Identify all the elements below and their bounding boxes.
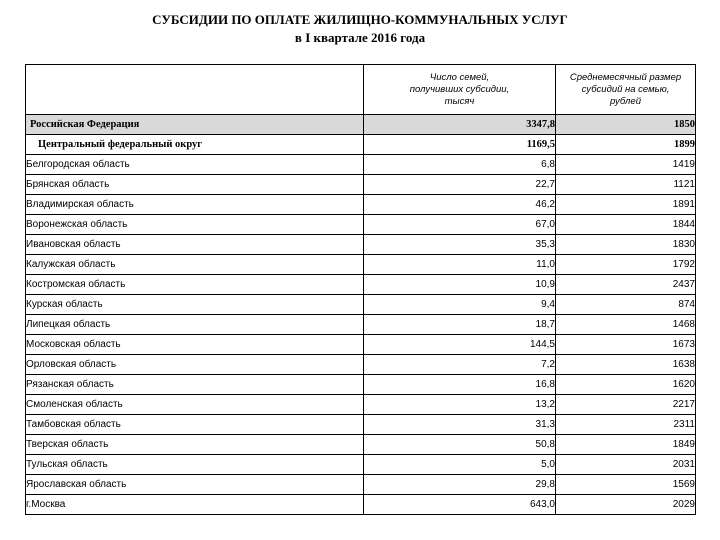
table-row — [26, 215, 696, 235]
average-subsidy-cell: 1891 — [556, 195, 696, 215]
average-subsidy-cell: 1419 — [556, 155, 696, 175]
families-count-cell: 9,4 — [364, 295, 556, 315]
table-body — [26, 115, 696, 515]
average-subsidy-cell: 2217 — [556, 395, 696, 415]
region-name-cell: Центральный федеральный округ — [26, 135, 364, 155]
average-subsidy-cell: 1620 — [556, 375, 696, 395]
families-count-cell: 643,0 — [364, 495, 556, 515]
table-row — [26, 295, 696, 315]
families-count-cell: 50,8 — [364, 435, 556, 455]
families-count-cell: 46,2 — [364, 195, 556, 215]
region-name-cell: Воронежская область — [26, 215, 364, 235]
families-count-cell: 1169,5 — [364, 135, 556, 155]
average-subsidy-cell: 2031 — [556, 455, 696, 475]
header-families — [364, 65, 556, 115]
region-name-cell: Тверская область — [26, 435, 364, 455]
region-name-cell: Смоленская область — [26, 395, 364, 415]
region-name-cell: Российская Федерация — [26, 115, 364, 135]
average-subsidy-cell: 2029 — [556, 495, 696, 515]
average-subsidy-cell: 1844 — [556, 215, 696, 235]
table-row — [26, 495, 696, 515]
header-average-line: рублей — [610, 95, 641, 107]
table-row — [26, 475, 696, 495]
header-families-line: тысяч — [444, 95, 475, 107]
table-row — [26, 355, 696, 375]
families-count-cell: 7,2 — [364, 355, 556, 375]
region-name-cell: Костромская область — [26, 275, 364, 295]
subsidies-table — [25, 64, 696, 515]
table-header-row — [26, 65, 696, 115]
families-count-cell: 22,7 — [364, 175, 556, 195]
average-subsidy-cell: 1673 — [556, 335, 696, 355]
header-families-line: Число семей, — [429, 71, 490, 83]
table-row — [26, 275, 696, 295]
region-name-cell: Тульская область — [26, 455, 364, 475]
table-row — [26, 315, 696, 335]
families-count-cell: 11,0 — [364, 255, 556, 275]
average-subsidy-cell: 874 — [556, 295, 696, 315]
region-name-cell: Ярославская область — [26, 475, 364, 495]
header-average — [556, 65, 696, 115]
region-name-cell: г.Москва — [26, 495, 364, 515]
region-name-cell: Московская область — [26, 335, 364, 355]
table-row — [26, 155, 696, 175]
table-row — [26, 375, 696, 395]
region-name-cell: Ивановская область — [26, 235, 364, 255]
families-count-cell: 10,9 — [364, 275, 556, 295]
families-count-cell: 67,0 — [364, 215, 556, 235]
page-title — [0, 11, 720, 47]
region-name-cell: Белгородская область — [26, 155, 364, 175]
header-region — [26, 65, 364, 115]
table-row — [26, 455, 696, 475]
region-name-cell: Рязанская область — [26, 375, 364, 395]
average-subsidy-cell: 1849 — [556, 435, 696, 455]
average-subsidy-cell: 1121 — [556, 175, 696, 195]
families-count-cell: 5,0 — [364, 455, 556, 475]
average-subsidy-cell: 1850 — [556, 115, 696, 135]
families-count-cell: 3347,8 — [364, 115, 556, 135]
region-name-cell: Тамбовская область — [26, 415, 364, 435]
table-row — [26, 435, 696, 455]
table-row — [26, 135, 696, 155]
region-name-cell: Брянская область — [26, 175, 364, 195]
average-subsidy-cell: 1792 — [556, 255, 696, 275]
header-average-line: субсидий на семью, — [581, 83, 670, 95]
header-families-line: получивших субсидии, — [409, 83, 510, 95]
table-row — [26, 235, 696, 255]
average-subsidy-cell: 2437 — [556, 275, 696, 295]
families-count-cell: 29,8 — [364, 475, 556, 495]
header-average-line: Среднемесячный размер — [569, 71, 682, 83]
families-count-cell: 13,2 — [364, 395, 556, 415]
region-name-cell: Калужская область — [26, 255, 364, 275]
average-subsidy-cell: 1638 — [556, 355, 696, 375]
average-subsidy-cell: 1569 — [556, 475, 696, 495]
table-row — [26, 335, 696, 355]
families-count-cell: 16,8 — [364, 375, 556, 395]
average-subsidy-cell: 1899 — [556, 135, 696, 155]
table-row — [26, 395, 696, 415]
families-count-cell: 144,5 — [364, 335, 556, 355]
families-count-cell: 35,3 — [364, 235, 556, 255]
title-line-2: в I квартале 2016 года — [294, 30, 426, 45]
region-name-cell: Орловская область — [26, 355, 364, 375]
average-subsidy-cell: 1830 — [556, 235, 696, 255]
families-count-cell: 31,3 — [364, 415, 556, 435]
region-name-cell: Липецкая область — [26, 315, 364, 335]
table-row — [26, 255, 696, 275]
average-subsidy-cell: 1468 — [556, 315, 696, 335]
table-row — [26, 115, 696, 135]
families-count-cell: 18,7 — [364, 315, 556, 335]
average-subsidy-cell: 2311 — [556, 415, 696, 435]
families-count-cell: 6,8 — [364, 155, 556, 175]
region-name-cell: Курская область — [26, 295, 364, 315]
region-name-cell: Владимирская область — [26, 195, 364, 215]
title-line-1: СУБСИДИИ ПО ОПЛАТЕ ЖИЛИЩНО-КОММУНАЛЬНЫХ УСЛУГ — [152, 12, 568, 27]
table-row — [26, 415, 696, 435]
table-row — [26, 175, 696, 195]
table-row — [26, 195, 696, 215]
